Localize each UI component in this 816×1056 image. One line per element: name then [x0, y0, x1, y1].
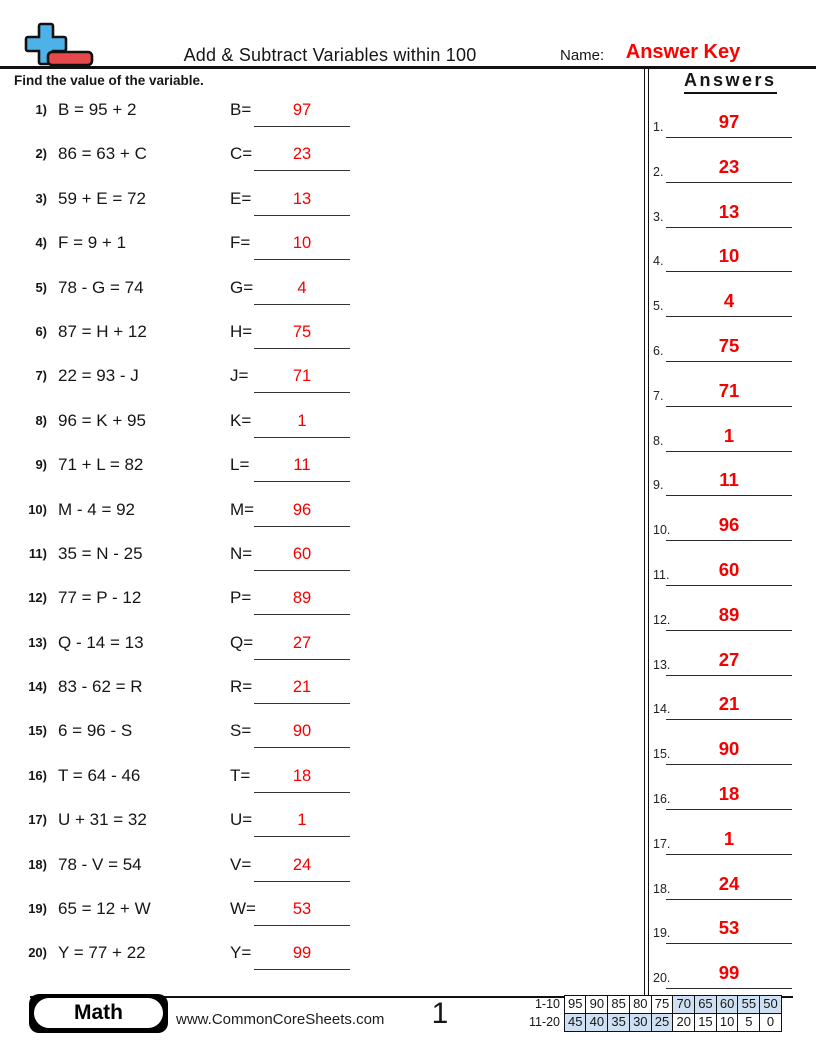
answer-key-number: 19. — [653, 926, 671, 941]
answer-key-row — [648, 692, 808, 737]
answer-value: 99 — [292, 944, 312, 963]
answer-key-value: 99 — [718, 962, 740, 984]
problem-number: 4) — [35, 235, 47, 251]
answer-key-line — [666, 899, 792, 900]
answer-blank-line — [254, 259, 350, 260]
problem-equation: 78 - G = 74 — [58, 277, 144, 297]
answer-key-value: 10 — [718, 245, 740, 267]
problem-row — [14, 855, 634, 899]
answer-key-row — [648, 424, 808, 469]
score-cell: 90 — [585, 995, 608, 1014]
problem-equation: 83 - 62 = R — [58, 677, 143, 697]
website-text: www.CommonCoreSheets.com — [176, 1011, 385, 1028]
instruction-text: Find the value of the variable. — [14, 73, 204, 88]
answer-key-number: 17. — [653, 836, 671, 851]
problem-equation: 71 + L = 82 — [58, 455, 144, 475]
answer-key-number: 6. — [653, 343, 664, 358]
answer-blank-line — [254, 747, 350, 748]
answer-key-number: 1. — [653, 120, 664, 134]
answer-value: 27 — [292, 633, 312, 652]
answer-key-row — [648, 468, 808, 513]
problem-number: 11) — [28, 545, 47, 561]
answer-key-number: 16. — [653, 791, 671, 806]
score-cell: 0 — [759, 1013, 782, 1032]
answer-key-line — [666, 406, 792, 407]
answer-key-row — [648, 872, 808, 917]
answer-prompt: P= — [230, 588, 252, 608]
problem-row — [14, 455, 634, 499]
answer-key-number: 5. — [653, 299, 664, 314]
problem-number: 16) — [28, 767, 47, 783]
answer-blank-line — [254, 925, 350, 926]
problem-number: 18) — [28, 856, 47, 872]
answer-value: 24 — [292, 855, 312, 874]
answer-key-value: 90 — [718, 738, 740, 760]
logo-minus-shape — [48, 52, 92, 65]
answer-key-value: 21 — [718, 693, 740, 715]
problem-row — [14, 544, 634, 588]
score-row-label: 1-10 — [534, 997, 560, 1011]
answer-key-line — [666, 137, 792, 138]
problem-number: 20) — [28, 945, 47, 961]
answer-key-value: 27 — [718, 648, 740, 670]
problem-row — [14, 943, 634, 987]
answer-blank-line — [254, 215, 350, 216]
problem-equation: 86 = 63 + C — [58, 144, 147, 164]
answer-blank-line — [254, 481, 350, 482]
problem-row — [14, 189, 634, 233]
answer-prompt: E= — [230, 188, 252, 208]
answer-key-value: 60 — [718, 558, 740, 580]
answer-key-line — [666, 854, 792, 855]
score-cell: 50 — [759, 995, 782, 1014]
score-cell: 80 — [629, 995, 652, 1014]
answer-value: 13 — [292, 189, 312, 208]
answer-prompt: S= — [230, 721, 252, 741]
problem-row — [14, 366, 634, 410]
answer-value: 75 — [292, 322, 312, 341]
header-divider — [0, 66, 816, 69]
answer-prompt: U= — [230, 810, 253, 830]
answer-key-line — [666, 271, 792, 272]
answer-value: 1 — [297, 411, 307, 430]
answer-key-line — [666, 809, 792, 810]
answer-key-number: 11. — [653, 567, 670, 582]
answer-key-line — [666, 630, 792, 631]
answer-key-line — [666, 451, 792, 452]
answer-prompt: W= — [230, 899, 256, 919]
answer-key-number: 20. — [653, 971, 671, 986]
score-cell: 5 — [737, 1013, 760, 1032]
answer-key-value: 18 — [718, 782, 740, 804]
answer-key-value: 97 — [718, 111, 740, 132]
answer-key-row — [648, 155, 808, 200]
problem-row — [14, 721, 634, 765]
answer-key-value: 96 — [718, 514, 740, 536]
answer-key-number: 8. — [653, 433, 664, 448]
answer-blank-line — [254, 792, 350, 793]
answer-blank-line — [254, 348, 350, 349]
score-table — [527, 995, 782, 1032]
answer-prompt: F= — [230, 233, 251, 253]
answer-key-row — [648, 110, 808, 155]
answer-value: 21 — [292, 678, 312, 697]
answer-prompt: L= — [230, 455, 250, 475]
answer-value: 89 — [292, 589, 312, 608]
answer-key-row — [648, 648, 808, 693]
problem-number: 9) — [35, 457, 47, 473]
answer-key-value: 1 — [723, 827, 735, 849]
problem-number: 10) — [28, 501, 47, 517]
problem-number: 19) — [28, 901, 47, 917]
problem-row — [14, 411, 634, 455]
problem-number: 6) — [35, 323, 47, 339]
answer-key-number: 13. — [653, 657, 671, 672]
problem-equation: 6 = 96 - S — [58, 721, 133, 741]
answer-key-value: 24 — [718, 872, 740, 894]
answer-value: 1 — [297, 811, 307, 830]
answer-value: 60 — [292, 544, 312, 563]
problem-number: 3) — [35, 190, 47, 206]
problem-row — [14, 233, 634, 277]
problem-row — [14, 278, 634, 322]
answer-key-row — [648, 782, 808, 827]
problem-number: 14) — [28, 679, 47, 695]
answer-value: 18 — [292, 766, 312, 785]
problem-equation: Y = 77 + 22 — [58, 943, 146, 963]
answer-key-line — [666, 540, 792, 541]
answer-key-text: Answer Key — [625, 41, 741, 63]
answer-prompt: V= — [230, 854, 252, 874]
answers-list — [648, 110, 808, 1006]
answer-blank-line — [254, 304, 350, 305]
problem-row — [14, 100, 634, 144]
answer-key-row — [648, 244, 808, 289]
score-row-1-10 — [527, 995, 782, 1014]
score-cell: 85 — [607, 995, 630, 1014]
worksheet-title: Add & Subtract Variables within 100 — [183, 45, 477, 65]
answer-key-row — [648, 558, 808, 603]
problem-row — [14, 677, 634, 721]
answer-key-value: 89 — [718, 603, 740, 625]
problem-equation: U + 31 = 32 — [58, 810, 147, 830]
answer-prompt: K= — [230, 410, 252, 430]
answer-key-number: 18. — [653, 881, 671, 896]
answer-value: 10 — [292, 234, 312, 253]
answer-key-row — [648, 513, 808, 558]
answers-heading: Answers — [684, 70, 777, 94]
score-row-label: 11-20 — [528, 1014, 560, 1029]
problem-equation: 65 = 12 + W — [58, 899, 151, 919]
answer-blank-line — [254, 570, 350, 571]
score-cell: 20 — [672, 1013, 695, 1032]
score-cell: 10 — [716, 1013, 739, 1032]
answer-blank-line — [254, 170, 350, 171]
problem-equation: Q - 14 = 13 — [58, 632, 144, 652]
answer-key-number: 7. — [653, 388, 664, 403]
problem-equation: F = 9 + 1 — [58, 233, 127, 253]
answer-key-line — [666, 182, 792, 183]
answer-key-line — [666, 675, 792, 676]
problem-equation: 87 = H + 12 — [58, 321, 147, 341]
score-cell: 65 — [694, 995, 717, 1014]
answer-key-number: 2. — [653, 164, 664, 179]
answer-value: 4 — [297, 278, 307, 297]
answer-key-row — [648, 827, 808, 872]
answer-key-line — [666, 495, 792, 496]
answer-key-row — [648, 737, 808, 782]
problem-equation: 78 - V = 54 — [58, 854, 142, 874]
answer-key-number: 3. — [653, 209, 664, 224]
page-number: 1 — [431, 997, 449, 1030]
score-cell: 35 — [607, 1013, 630, 1032]
problem-number: 15) — [28, 723, 47, 739]
answer-value: 71 — [292, 367, 312, 386]
answer-key-value: 13 — [718, 200, 740, 222]
problem-row — [14, 500, 634, 544]
answer-blank-line — [254, 126, 350, 127]
score-cell: 75 — [651, 995, 674, 1014]
answer-key-line — [666, 316, 792, 317]
answer-prompt: M= — [230, 499, 255, 519]
answer-value: 23 — [292, 145, 312, 164]
score-cell: 30 — [629, 1013, 652, 1032]
math-badge-label: Math — [34, 998, 163, 1028]
answer-blank-line — [254, 392, 350, 393]
score-cell: 15 — [694, 1013, 717, 1032]
problem-number: 17) — [28, 812, 47, 828]
problem-number: 2) — [35, 146, 47, 162]
answer-key-row — [648, 379, 808, 424]
problem-number: 8) — [35, 412, 47, 428]
answer-blank-line — [254, 526, 350, 527]
answer-key-row — [648, 200, 808, 245]
problem-equation: 77 = P - 12 — [58, 588, 142, 608]
problem-row — [14, 322, 634, 366]
answer-blank-line — [254, 614, 350, 615]
problem-equation: B = 95 + 2 — [58, 100, 137, 119]
answer-key-value: 23 — [718, 155, 740, 177]
answer-prompt: T= — [230, 765, 251, 785]
answer-blank-line — [254, 881, 350, 882]
problem-row — [14, 766, 634, 810]
answer-blank-line — [254, 659, 350, 660]
answer-key-line — [666, 988, 792, 989]
problem-row — [14, 588, 634, 632]
answer-key-value: 75 — [718, 334, 740, 356]
answer-prompt: J= — [230, 366, 249, 386]
problem-row — [14, 899, 634, 943]
answer-value: 90 — [292, 722, 312, 741]
answer-key-number: 15. — [653, 747, 671, 762]
problem-number: 5) — [35, 279, 47, 295]
answer-key-number: 12. — [653, 612, 671, 627]
problem-equation: 22 = 93 - J — [58, 366, 139, 386]
score-row-11-20 — [527, 1013, 782, 1032]
answer-prompt: R= — [230, 677, 253, 697]
problem-number: 1) — [35, 102, 47, 117]
answer-prompt: Q= — [230, 632, 254, 652]
score-cell: 45 — [564, 1013, 587, 1032]
problem-number: 7) — [35, 368, 47, 384]
answer-blank-line — [254, 437, 350, 438]
problem-number: 12) — [28, 590, 47, 606]
problem-row — [14, 144, 634, 188]
answer-prompt: B= — [230, 100, 252, 119]
answer-key-value: 1 — [723, 424, 735, 446]
math-subject-badge — [29, 994, 168, 1033]
answer-key-line — [666, 585, 792, 586]
answer-key-number: 10. — [653, 523, 671, 538]
answer-value: 96 — [292, 500, 312, 519]
score-cell: 95 — [564, 995, 587, 1014]
answer-key-number: 14. — [653, 702, 671, 717]
answer-value: 11 — [293, 456, 311, 475]
answer-key-line — [666, 943, 792, 944]
answer-prompt: N= — [230, 543, 253, 563]
problem-row — [14, 633, 634, 677]
answer-prompt: H= — [230, 321, 253, 341]
answer-prompt: Y= — [230, 943, 252, 963]
answer-key-value: 11 — [719, 469, 739, 491]
answer-key-row — [648, 916, 808, 961]
name-label: Name: — [560, 47, 605, 64]
answer-prompt: G= — [230, 277, 254, 297]
answer-blank-line — [254, 836, 350, 837]
score-cell: 55 — [737, 995, 760, 1014]
problem-equation: 35 = N - 25 — [58, 543, 143, 563]
answer-key-line — [666, 361, 792, 362]
answer-key-row — [648, 289, 808, 334]
answer-key-line — [666, 719, 792, 720]
score-cell: 25 — [651, 1013, 674, 1032]
problem-row — [14, 810, 634, 854]
score-cell: 40 — [585, 1013, 608, 1032]
problem-number: 13) — [28, 634, 47, 650]
problem-equation: 96 = K + 95 — [58, 410, 146, 430]
problem-equation: 59 + E = 72 — [58, 188, 146, 208]
problem-equation: T = 64 - 46 — [58, 765, 141, 785]
answer-key-number: 4. — [653, 254, 664, 269]
answer-key-value: 4 — [723, 290, 735, 312]
answer-blank-line — [254, 703, 350, 704]
answer-key-row — [648, 603, 808, 648]
answer-key-value: 71 — [718, 379, 740, 401]
answer-value: 53 — [292, 900, 312, 919]
answer-key-number: 9. — [653, 478, 664, 493]
score-cell: 60 — [716, 995, 739, 1014]
problems-list — [14, 100, 634, 988]
answer-key-value: 53 — [718, 917, 740, 939]
plus-minus-logo-icon — [24, 22, 96, 68]
score-cell: 70 — [672, 995, 695, 1014]
answer-key-row — [648, 334, 808, 379]
answer-value: 97 — [292, 101, 312, 119]
answer-key-line — [666, 764, 792, 765]
answer-prompt: C= — [230, 144, 253, 164]
answer-key-line — [666, 227, 792, 228]
answer-blank-line — [254, 969, 350, 970]
problem-equation: M - 4 = 92 — [58, 499, 136, 519]
